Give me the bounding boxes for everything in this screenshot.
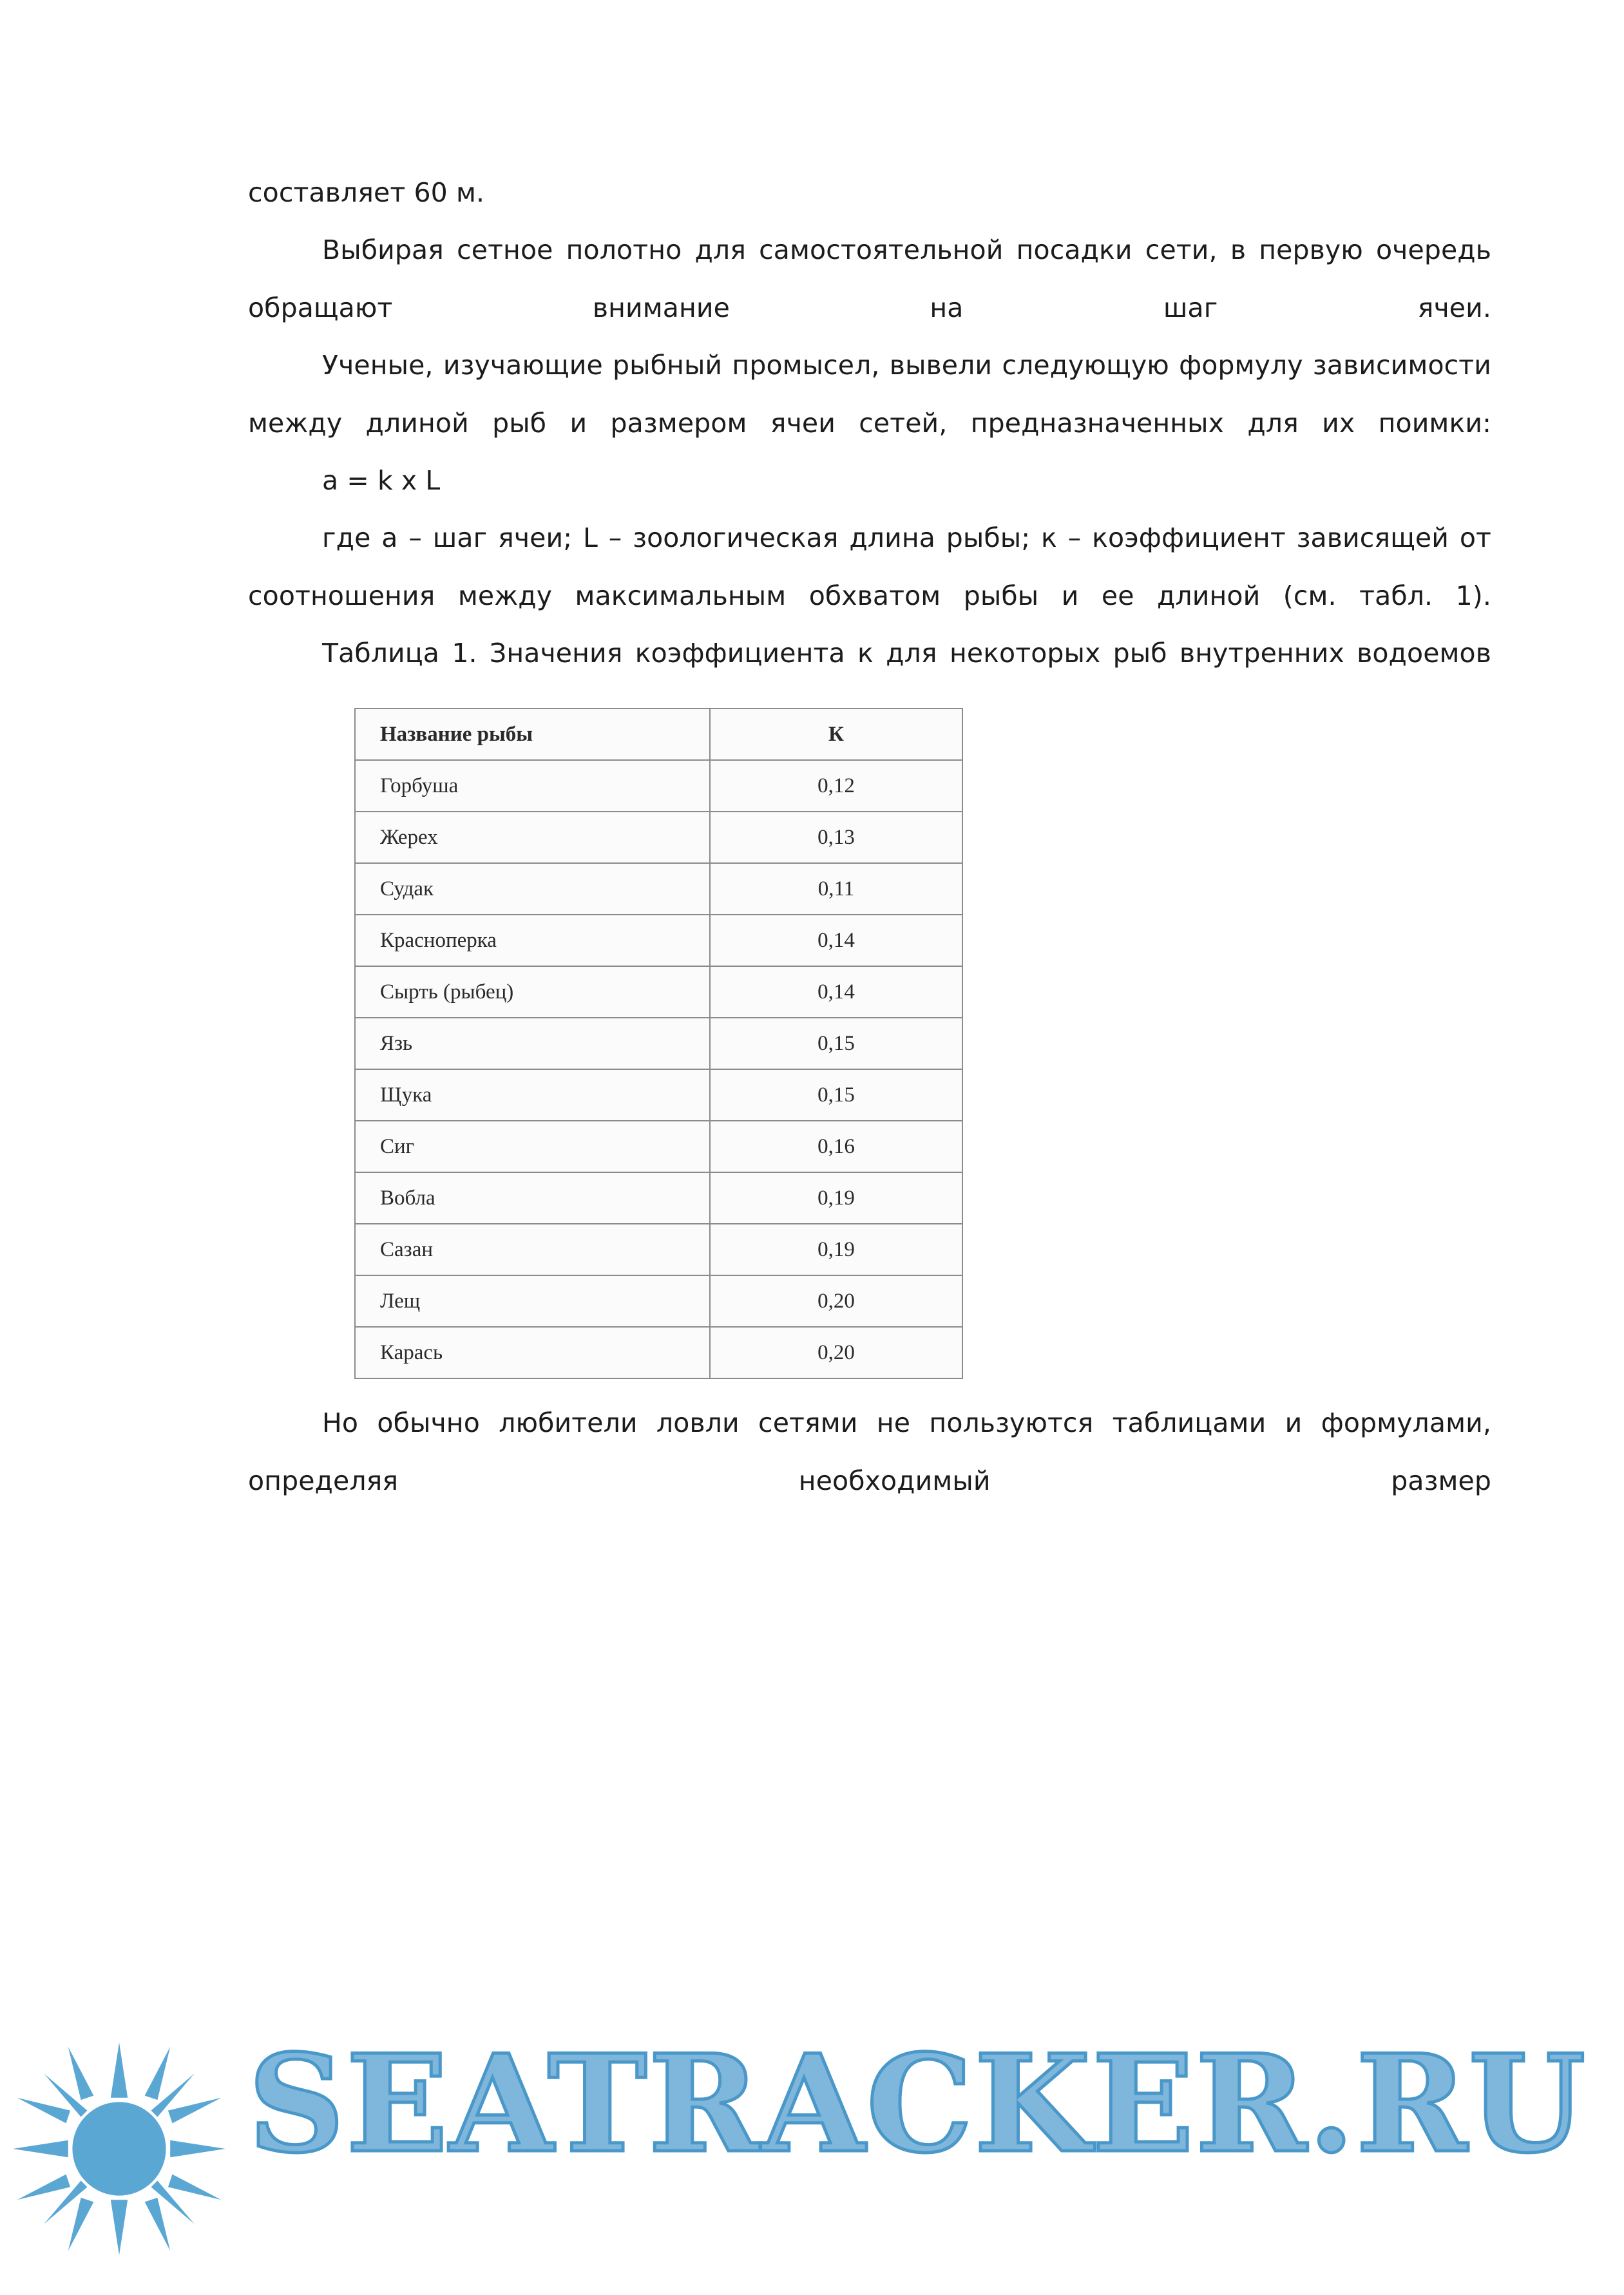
column-header-k: К: [710, 709, 962, 760]
table-body: [355, 760, 962, 1378]
coefficient-table-wrapper: [248, 708, 1491, 1379]
cell-k-value: 0,15: [710, 1018, 962, 1069]
table-row: [355, 1275, 962, 1327]
table-row: [355, 760, 962, 812]
table-row: [355, 1224, 962, 1275]
watermark-text: SEATRACKER.RU: [248, 2026, 1587, 2183]
table-row: [355, 966, 962, 1018]
cell-k-value: 0,19: [710, 1172, 962, 1224]
cell-fish-name: Лещ: [355, 1275, 710, 1327]
table-row: [355, 1327, 962, 1378]
cell-fish-name: Судак: [355, 863, 710, 915]
table-header: [355, 709, 962, 760]
table-row: [355, 1121, 962, 1172]
paragraph: Выбирая сетное полотно для самостоятельной посадки сети, в первую очередь обращают внимание на шаг ячеи.: [248, 234, 1491, 323]
cell-fish-name: Вобла: [355, 1172, 710, 1224]
cell-fish-name: Карась: [355, 1327, 710, 1378]
cell-k-value: 0,14: [710, 915, 962, 966]
cell-fish-name: Горбуша: [355, 760, 710, 812]
formula: a = k x L: [322, 464, 441, 496]
cell-fish-name: Жерех: [355, 812, 710, 863]
cell-fish-name: Сазан: [355, 1224, 710, 1275]
cell-k-value: 0,16: [710, 1121, 962, 1172]
cell-fish-name: Язь: [355, 1018, 710, 1069]
watermark: [0, 2024, 1624, 2295]
cell-k-value: 0,13: [710, 812, 962, 863]
cell-k-value: 0,11: [710, 863, 962, 915]
sun-icon: [13, 2043, 225, 2255]
table-row: [355, 812, 962, 863]
table-row: [355, 1018, 962, 1069]
cell-fish-name: Сырть (рыбец): [355, 966, 710, 1018]
paragraph: составляет 60 м.: [248, 177, 485, 208]
table-header-row: [355, 709, 962, 760]
table-row: [355, 1172, 962, 1224]
coefficient-table: [354, 708, 963, 1379]
cell-fish-name: Красноперка: [355, 915, 710, 966]
cell-fish-name: Сиг: [355, 1121, 710, 1172]
cell-k-value: 0,20: [710, 1275, 962, 1327]
table-row: [355, 1069, 962, 1121]
paragraph: где а – шаг ячеи; L – зоологическая длина рыбы; к – коэффициент зависящей от соотношения между максимальным обхватом рыбы и ее длиной (см. табл. 1).: [248, 522, 1491, 611]
table-row: [355, 915, 962, 966]
cell-k-value: 0,15: [710, 1069, 962, 1121]
paragraph: Ученые, изучающие рыбный промысел, вывели следующую формулу зависимости между длиной рыб и размером ячеи сетей, предназначенных для их поимки:: [248, 350, 1491, 439]
cell-fish-name: Щука: [355, 1069, 710, 1121]
cell-k-value: 0,12: [710, 760, 962, 812]
paragraph: Но обычно любители ловли сетями не пользуются таблицами и формулами, определяя необходимый размер: [248, 1407, 1491, 1496]
cell-k-value: 0,19: [710, 1224, 962, 1275]
cell-k-value: 0,14: [710, 966, 962, 1018]
column-header-fish-name: Название рыбы: [355, 709, 710, 760]
table-row: [355, 863, 962, 915]
cell-k-value: 0,20: [710, 1327, 962, 1378]
table-caption: Таблица 1. Значения коэффициента к для некоторых рыб внутренних водоемов: [322, 638, 1491, 669]
document-body: [248, 164, 1491, 1510]
